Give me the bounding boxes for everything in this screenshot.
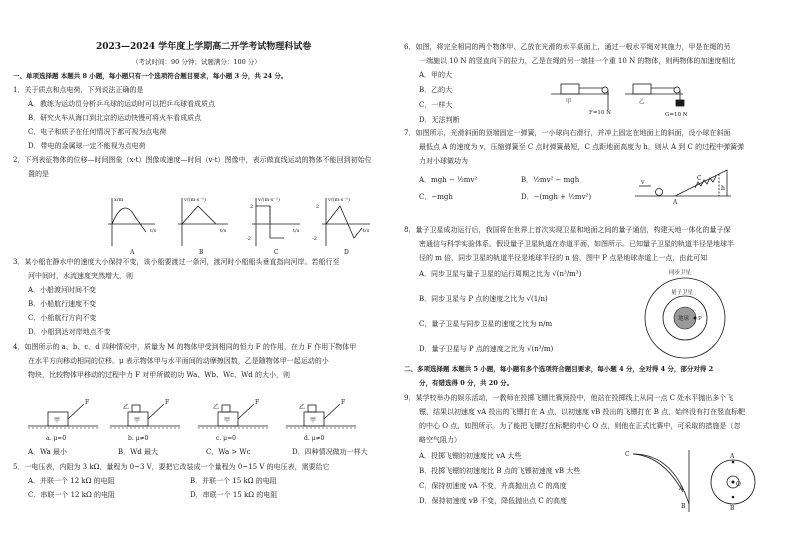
q2-graphs — [100, 194, 390, 254]
q9-fig-c: C — [625, 451, 630, 458]
q2-d-tick-neg2: -2 — [312, 236, 317, 242]
q9-figure — [623, 446, 773, 516]
q8-fig-p-label: P — [698, 316, 702, 322]
q8-stem-line2: 密通信与科学实验体系。假设量子卫星轨道在赤道平面，如图所示。已知量子卫星的轨道半径是地球半 — [419, 240, 734, 248]
q2-stem-line1: 2．下列表征物体的位移—时间图象（x-t）图像或速度—时间（v-t）图像中，表示做直线运动的物体不能回到初始位 — [13, 156, 372, 164]
q2-c-ylabel: v/(m·s⁻¹) — [258, 197, 280, 203]
q2-option-b-label: B — [199, 249, 204, 254]
q7-option-a: A．mgh − ½mv² — [419, 176, 478, 184]
q1-option-c: C．电子和质子在任何情况下都可视为点电荷 — [28, 128, 167, 136]
exam-title: 2023—2024 学年度上学期高二开学考试物理科试卷 — [96, 42, 312, 52]
q2-c-tick-2: 2 — [250, 204, 254, 210]
q4-d-force: F — [341, 399, 346, 406]
q4-c-jia: 甲 — [224, 417, 231, 424]
q2-option-c-label: C — [274, 249, 279, 254]
q8-stem-line1: 8．量子卫星成功运行后，我国将在世界上首次实现卫星和地面之间的量子通信，构建天地一体化的量子保 — [404, 226, 731, 234]
q4-c-yi: 乙 — [213, 404, 220, 411]
q6-option-d: D．无法判断 — [419, 116, 460, 124]
q6-stem-line1: 6．如图，将完全相同的两个物体甲、乙放在光滑的水平桌面上，通过一根水平绳对其施力，甲是在绳的另 — [404, 43, 731, 51]
section2-heading-line2: 分，有错选得 0 分，共 20 分。 — [419, 379, 514, 387]
q2-stem-line2: 置的是 — [28, 170, 49, 178]
q2-a-xlabel: t/s — [150, 228, 157, 234]
q9-stem-line3: 的中心 O 点，如图所示。为了能把飞镖打在标靶的中心 O 点，则他在正式比赛中，可采取的措施是（忽 — [419, 422, 741, 430]
q3-option-d: D．小船到达对岸地点不变 — [28, 328, 111, 336]
exam-subtitle: （考试时间：90 分钟；试题满分：100 分） — [132, 58, 261, 66]
q5-option-d: D．串联一个 15 kΩ 的电阻 — [190, 491, 278, 499]
q7-stem-line2: 最低点 A 的速度为 v，压缩弹簧至 C 点时弹簧最短，C 点距地面高度为 h，则从 A 到 C 的过程中弹簧弹 — [419, 143, 745, 151]
q1-option-a: A．教练为运动员分析乒乓球的运动时可以把乒乓球看成质点 — [28, 100, 216, 108]
q6-fig-force: F=10 N — [589, 110, 611, 116]
q7-option-c: C．−mgh — [419, 193, 453, 201]
q2-c-tick-neg2: -2 — [246, 236, 251, 242]
q9-option-d: D．保持初速度 vB 不变，降低抛出点 C 的高度 — [419, 497, 567, 505]
q9-stem-line1: 9．某学校举办的娱乐活动，一教师在投掷飞镖比赛预投中，他站在投掷线上从同一点 C 处水平抛出多个飞 — [404, 394, 734, 402]
q8-fig-quantum-label: 量子卫星 — [671, 290, 694, 296]
q1-stem: 1．关于质点和点电荷，下列说法正确的是 — [13, 86, 144, 94]
q8-option-c: C．量子卫星与同步卫星的速度之比为 n/m — [419, 320, 553, 328]
q1-option-d: D．带电的金属球一定不能视为点电荷 — [28, 142, 146, 150]
q4-stem-line3: 物块，比较物体甲移动的过程中力 F 对甲所做的功 Wa、Wb、Wc、Wd 的大小，则 — [28, 371, 290, 379]
q9-fig-target-b: B — [730, 505, 735, 512]
q2-d-tick-2: 2 — [316, 204, 320, 210]
q8-fig-sync-label: 同步卫星 — [669, 270, 692, 276]
q7-fig-c: C — [697, 175, 702, 182]
q8-option-b: B．同步卫星与 P 点的速度之比为 √(1/n) — [419, 295, 548, 303]
q7-fig-v: v — [641, 179, 645, 186]
q3-option-c: C．小船航行方向不变 — [28, 314, 97, 322]
q2-b-xlabel: t/s — [220, 228, 227, 234]
q6-option-b: B．乙的大 — [419, 86, 453, 94]
q9-fig-target-a: A — [730, 453, 735, 460]
q4-b-jia: 甲 — [134, 417, 141, 424]
q3-option-a: A．小船渡河时间不变 — [28, 286, 97, 294]
q4-c-force: F — [255, 399, 260, 406]
q4-caption-c: c. μ=0 — [216, 435, 236, 442]
section2-heading-line1: 二、多项选择题 本题共 5 小题，每小题有多个选项符合题目要求，每小题 4 分，全对得 4 分，部分对得 2 — [404, 365, 714, 373]
q3-stem-line2: 河中间时，水流速度突然增大，则 — [28, 272, 133, 280]
q4-b-yi: 乙 — [123, 404, 130, 411]
q9-option-b: B．投掷飞镖的初速度比 B 点的飞镖初速度 vB 大些 — [419, 467, 581, 475]
q2-b-ylabel: v/(m·s⁻¹) — [184, 197, 206, 203]
q6-fig-yi: 乙 — [639, 99, 645, 105]
q4-option-c: C．Wa > Wc — [206, 448, 251, 456]
q6-fig-weight: G=10 N — [665, 112, 688, 118]
q4-option-a: A．Wa 最小 — [28, 448, 68, 456]
q4-caption-d: d. μ≠0 — [304, 435, 325, 442]
q7-fig-a: A — [673, 199, 678, 206]
q9-fig-a: A — [679, 485, 684, 492]
q9-fig-target-o: O — [736, 481, 741, 488]
q2-option-a-label: A — [130, 249, 135, 254]
q8-stem-line3: 径的 m 倍，同步卫星的轨道半径是地球半径的 n 倍，图中 P 点是地球赤道上一点，由此可知 — [419, 254, 708, 262]
q4-stem-line1: 4．如图所示的 a、b、c、d 四种情况中，质量为 M 的物体甲受到相同的恒力 F 的作用，在力 F 作用下物体甲 — [13, 343, 357, 351]
q9-stem-line2: 镖，结果以初速度 vA 投出的飞镖打在 A 点，以初速度 vB 投出的飞镖打在 B 点，始终没有打在竖直标靶 — [419, 408, 746, 416]
q4-a-jia: 甲 — [54, 417, 61, 424]
q4-stem-line2: 在水平方向移动相同的位移。μ 表示物体甲与水平面间的动摩擦因数，乙是随物体甲一起运动的小 — [28, 357, 329, 365]
q5-option-b: B．并联一个 15 kΩ 的电阻 — [190, 477, 277, 485]
q6-stem-line2: 一端施以 10 N 的竖直向下的拉力，乙是在绳的另一端挂一个重 10 N 的物体，则两物体的加速度相比 — [419, 57, 736, 65]
q9-option-c: C．保持初速度 vA 不变，升高抛出点 C 的高度 — [419, 482, 567, 490]
q3-stem-line1: 3．某小船在静水中的速度大小保持不变，该小船要渡过一条河，渡河时小船船头垂直指向河岸。若船行至 — [13, 258, 340, 266]
q2-c-xlabel: t/s — [293, 228, 300, 234]
q4-d-jia: 甲 — [310, 417, 317, 424]
q2-d-ylabel: v/(m·s⁻¹) — [328, 197, 350, 203]
q1-option-b: B．研究火车从海口到北京的运动快慢可将火车看成质点 — [28, 114, 202, 122]
q2-d-xlabel: t/s — [363, 228, 370, 234]
section1-heading: 一、单项选择题 本题共 8 小题，每小题只有一个选项符合题目要求，每小题 3 分，共 24 分。 — [13, 72, 288, 80]
q8-fig-earth-label: 地球 — [678, 316, 690, 322]
q2-option-d-label: D — [344, 249, 349, 254]
q6-figure — [547, 74, 697, 120]
q4-option-d: D．四种情况做功一样大 — [292, 448, 368, 456]
q5-option-c: C．串联一个 12 kΩ 的电阻 — [28, 491, 115, 499]
q7-stem-line3: 力对小球做功为 — [419, 157, 468, 165]
q9-stem-line4: 略空气阻力） — [419, 436, 461, 444]
q4-d-yi: 乙 — [299, 404, 306, 411]
q8-option-d: D．量子卫星与 P 点的速度之比为 √(n³/m) — [419, 345, 554, 353]
q7-fig-h: h — [721, 185, 725, 192]
q4-a-force: F — [85, 399, 90, 406]
q9-fig-b: B — [681, 503, 686, 510]
q4-caption-b: b. μ≠0 — [128, 435, 149, 442]
q7-option-d: D．−(mgh + ½mv²) — [521, 193, 592, 201]
q6-option-a: A．甲的大 — [419, 71, 453, 79]
q6-option-c: C．一样大 — [419, 101, 453, 109]
q3-option-b: B．小船航行速度不变 — [28, 300, 97, 308]
q8-figure — [635, 266, 735, 362]
q7-figure — [631, 158, 741, 206]
q2-a-ylabel: x/m — [114, 197, 124, 203]
q9-option-a: A．投掷飞镖的初速度比 vA 大些 — [419, 452, 522, 460]
q7-option-b: B．½mv² − mgh — [521, 176, 580, 184]
q4-option-b: B．Wd 最大 — [118, 448, 159, 456]
q4-caption-a: a. μ=0 — [46, 435, 67, 442]
q4-b-force: F — [165, 399, 170, 406]
q4-figures — [28, 384, 368, 444]
q6-fig-jia: 甲 — [566, 99, 572, 105]
q8-option-a: A．同步卫星与量子卫星的运行周期之比为 √(n³/m³) — [419, 270, 582, 278]
q5-option-a: A．并联一个 12 kΩ 的电阻 — [28, 477, 115, 485]
q5-stem: 5．一电压表，内阻为 3 kΩ，量程为 0~3 V，要把它改装成一个量程为 0~15 V 的电压表，需要给它 — [13, 463, 330, 471]
q7-stem-line1: 7．如图所示，光滑斜面的顶端固定一弹簧，一小球向右滑行，并冲上固定在地面上的斜面，设小球在斜面 — [404, 129, 731, 137]
